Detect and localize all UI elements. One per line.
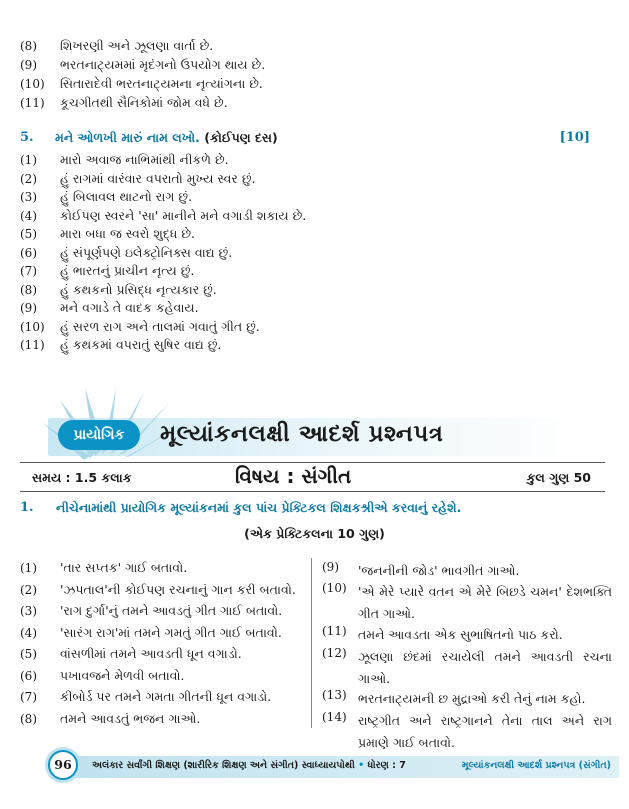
list-item	[20, 208, 306, 224]
item-text: ભરતનાટ્યમની છ મુદ્રાઓ કરી તેનું નામ કહો.	[358, 691, 586, 706]
footer-book-text: અલંકાર સર્વાંગી શિક્ષણ (શારીરિક શિક્ષણ અને સંગીત) સ્વાધ્યાયપોથી	[92, 760, 355, 771]
item-text: ઝૂલણા છંદમાં રચાયેલી તમને આવડતી રચના ગાઓ.	[358, 649, 612, 686]
item-text: હું સંપૂર્ણપણે ઇલેક્ટ્રોનિક્સ વાદ્ય છું.	[60, 244, 233, 260]
item-text: હું રાગમાં વારંવાર વપરાતો મુખ્ય સ્વર છું.	[60, 170, 256, 186]
column-divider	[311, 558, 312, 728]
item-text: 'સારંગ રાગ'માં તમને ગમતું ગીત ગાઈ બતાવો.	[60, 624, 282, 640]
list-item	[20, 57, 265, 73]
question-note: (એક પ્રેક્ટિકલના 10 ગુણ)	[244, 526, 385, 541]
item-number: (10)	[20, 77, 45, 91]
list-item	[20, 646, 242, 662]
footer-separator: •	[358, 760, 365, 771]
item-number: (13)	[322, 688, 347, 702]
footer-book-title	[92, 760, 406, 771]
item-number: (8)	[20, 39, 37, 53]
list-item	[20, 711, 200, 727]
item-text: રાષ્ટ્રગીત અને રાષ્ટ્રગાનને તેના તાલ અને રાગ પ્રમાણે ગાઈ બતાવો.	[358, 713, 612, 750]
section-note: (કોઈપણ દસ)	[204, 130, 278, 145]
item-text: તમને આવડતા એક સુભાષિતનો પાઠ કરો.	[358, 627, 563, 642]
item-number: (1)	[20, 561, 37, 575]
list-item	[20, 282, 217, 298]
list-item	[20, 582, 296, 598]
item-number: (12)	[322, 646, 347, 660]
item-number: (5)	[20, 647, 37, 661]
subject-label: વિષય : સંગીત	[235, 464, 352, 488]
time-label: સમય : 1.5 કલાક	[32, 470, 132, 485]
item-text: મારા બધા જ સ્વરો શુદ્ધ છે.	[60, 226, 196, 241]
item-number: (9)	[322, 560, 339, 574]
item-number: (1)	[20, 153, 37, 167]
list-item	[20, 625, 282, 641]
practical-badge: પ્રાયોગિક	[58, 420, 140, 450]
item-text: કીબોર્ડ પર તમને ગમતા ગીતની ધૂન વગાડો.	[60, 689, 272, 704]
list-item	[20, 171, 255, 187]
footer-grade: ધોરણ : 7	[367, 760, 406, 771]
section-title-text: મને ઓળખી મારું નામ લખો.	[55, 130, 200, 145]
footer-paper-title: મૂલ્યાંકનલક્ષી આદર્શ પ્રશ્નપત્ર (સંગીત)	[461, 760, 611, 771]
item-text: ભરતનાટ્યમમાં મૃદંગનો ઉપયોગ થાય છે.	[60, 57, 266, 72]
item-text: તમને આવડતું ભજન ગાઓ.	[60, 710, 201, 726]
paper-banner	[48, 418, 584, 456]
list-item	[20, 95, 228, 111]
item-number: (14)	[322, 710, 347, 724]
item-text: કોઈપણ સ્વરને 'સા' માનીને મને વગાડી શકાય છે.	[60, 207, 307, 223]
list-item	[20, 152, 229, 168]
page-number: 96	[48, 750, 78, 780]
item-number: (7)	[20, 264, 37, 278]
list-item	[20, 689, 271, 705]
section-marks: [10]	[559, 130, 590, 145]
item-text: 'તાર સપ્તક' ગાઈ બતાવો.	[60, 560, 188, 575]
list-item	[20, 38, 213, 54]
item-text: સિતારાદેવી ભરતનાટ્યમના નૃત્યાંગના છે.	[60, 76, 263, 91]
item-number: (7)	[20, 690, 37, 704]
item-number: (9)	[20, 58, 37, 72]
item-text: મારો અવાજ નાભિમાંથી નીકળે છે.	[60, 152, 229, 167]
item-text: વાંસળીમાં તમને આવડતી ધૂન વગાડો.	[60, 646, 242, 661]
item-number: (8)	[20, 282, 37, 297]
list-item	[20, 189, 192, 205]
question-text: નીચેનામાંથી પ્રાયોગિક મૂલ્યાંકનમાં કુલ પાંચ પ્રેક્ટિકલ શિક્ષકશ્રીએ કરવાનું રહેશે.	[56, 500, 462, 515]
item-number: (5)	[20, 227, 37, 241]
item-text: પખાવજને મેળવી બતાવો.	[60, 667, 185, 683]
item-text: 'રાગ દુર્ગા'નું તમને આવડતું ગીત ગાઈ બતાવો.	[60, 603, 283, 618]
item-text: 'એ મેરે પ્યારે વતન એ મેરે બિછડે ચમન' દેશભક્તિ ગીત ગાઓ.	[358, 584, 612, 621]
list-item	[20, 560, 187, 576]
item-number: (6)	[20, 245, 37, 260]
total-marks-label: કુલ ગુણ 50	[526, 470, 591, 485]
item-number: (10)	[20, 319, 45, 334]
item-text: હું બિલાવલ થાટનો રાગ છું.	[60, 189, 193, 204]
section-5-heading	[20, 130, 590, 150]
item-text: કૂચગીતથી સૈનિકોમાં જોમ વધે છે.	[60, 95, 228, 110]
item-number: (2)	[20, 582, 37, 597]
item-text: હું ભારતનું પ્રાચીન નૃત્ય છું.	[60, 263, 195, 278]
list-item	[20, 300, 199, 316]
item-number: (4)	[20, 625, 37, 640]
section-title	[55, 130, 278, 146]
list-item	[20, 337, 221, 353]
page-footer	[48, 750, 619, 782]
section-number: 5.	[20, 130, 34, 145]
item-number: (11)	[20, 338, 45, 352]
item-number: (2)	[20, 171, 37, 186]
item-number: (6)	[20, 668, 37, 683]
item-text: 'જનનીની જોડ' ભાવગીત ગાઓ.	[358, 563, 520, 578]
list-item	[20, 263, 194, 279]
item-text: 'ઝપતાલ'ની કોઈપણ રચનાનું ગાન કરી બતાવો.	[60, 581, 296, 597]
item-text: મને વગાડે તે વાદક કહેવાય.	[60, 300, 199, 315]
list-item	[20, 319, 260, 335]
list-item	[20, 226, 195, 242]
item-text: હું કથકમાં વપરાતું સુષિર વાદ્ય છું.	[60, 337, 222, 352]
item-number: (10)	[322, 581, 347, 595]
item-number: (3)	[20, 604, 37, 618]
item-text: શિખરણી અને ઝૂલણા વાર્તા છે.	[60, 38, 214, 53]
item-number: (9)	[20, 301, 37, 315]
question-number: 1.	[20, 500, 34, 515]
item-number: (4)	[20, 208, 37, 223]
list-item	[20, 603, 282, 619]
item-number: (11)	[20, 96, 45, 110]
item-number: (8)	[20, 711, 37, 726]
item-number: (3)	[20, 190, 37, 204]
item-text: હું સરળ રાગ અને તાલમાં ગવાતું ગીત છું.	[60, 318, 260, 334]
list-item	[20, 668, 185, 684]
list-item	[20, 76, 263, 92]
item-text: હું કથકનો પ્રસિદ્ધ નૃત્યકાર છું.	[60, 281, 217, 297]
paper-info-row	[20, 462, 605, 492]
banner-title: મૂલ્યાંકનલક્ષી આદર્શ પ્રશ્નપત્ર	[160, 421, 444, 447]
list-item	[20, 245, 232, 261]
item-number: (11)	[322, 624, 347, 638]
